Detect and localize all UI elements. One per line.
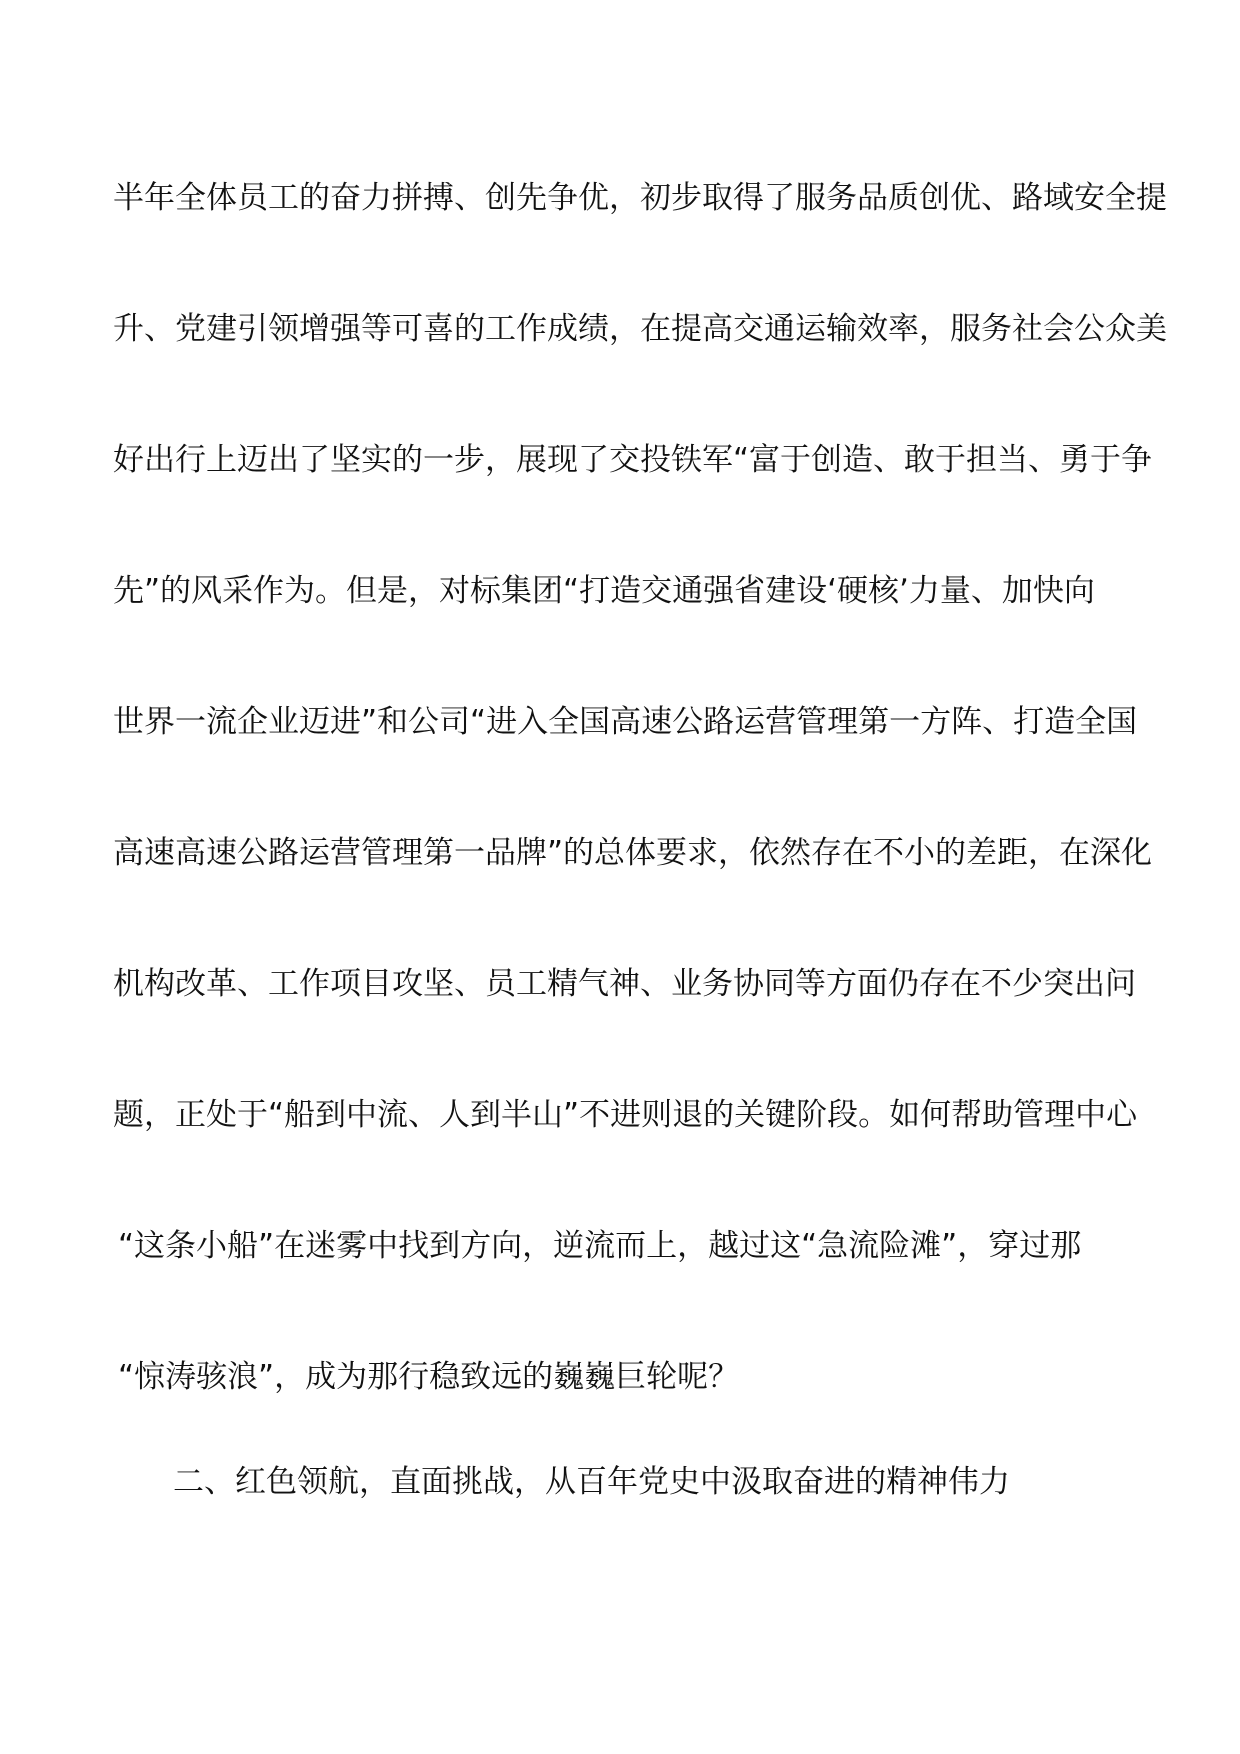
paragraph-line: “惊涛骇浪”，成为那行稳致远的巍巍巨轮呢？: [118, 1359, 740, 1395]
paragraph-line: 世界一流企业迈进”和公司“进入全国高速公路运营管理第一方阵、打造全国: [113, 704, 1138, 740]
paragraph-line: “这条小船”在迷雾中找到方向，逆流而上，越过这“急流险滩”，穿过那: [118, 1228, 1082, 1264]
paragraph-line: 机构改革、工作项目攻坚、员工精气神、业务协同等方面仍存在不少突出问: [113, 966, 1136, 1002]
paragraph-line: 好出行上迈出了坚实的一步，展现了交投铁军“富于创造、敢于担当、勇于争: [113, 442, 1153, 478]
paragraph-line: 高速高速公路运营管理第一品牌”的总体要求，依然存在不小的差距，在深化: [113, 835, 1153, 871]
section-heading: 二、红色领航，直面挑战，从百年党史中汲取奋进的精神伟力: [173, 1464, 1010, 1500]
paragraph-line: 半年全体员工的奋力拼搏、创先争优，初步取得了服务品质创优、路域安全提: [113, 180, 1167, 216]
paragraph-line: 升、党建引领增强等可喜的工作成绩，在提高交通运输效率，服务社会公众美: [113, 311, 1167, 347]
paragraph-line: 题，正处于“船到中流、人到半山”不进则退的关键阶段。如何帮助管理中心: [113, 1097, 1138, 1133]
paragraph-line: 先”的风采作为。但是，对标集团“打造交通强省建设‘硬核’力量、加快向: [113, 573, 1095, 609]
